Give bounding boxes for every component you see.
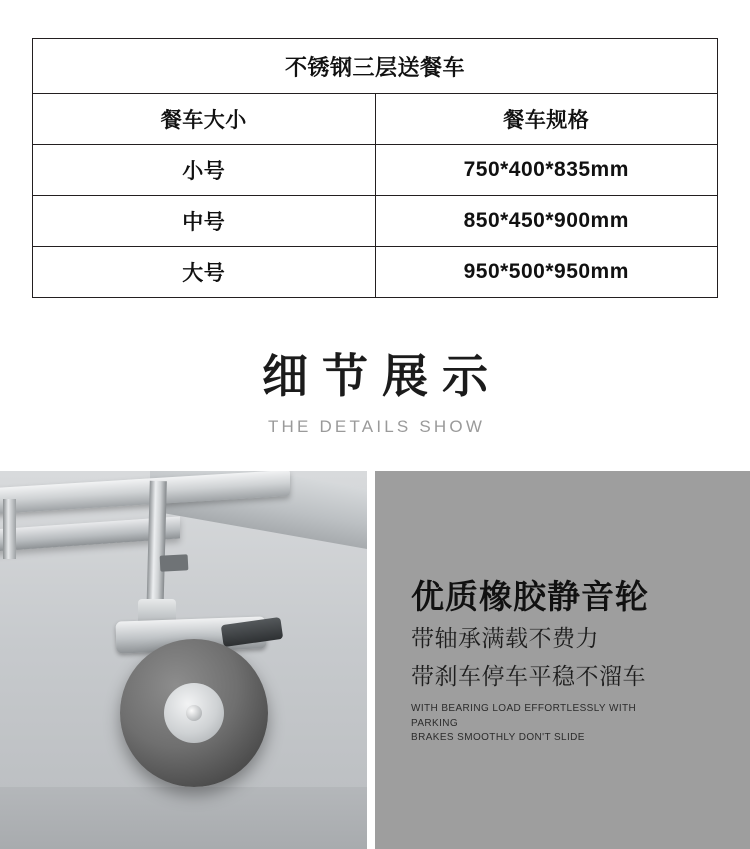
spec-table [32, 38, 718, 298]
cell-spec-large: 950*500*950mm [375, 247, 718, 298]
feature-en-line-1: WITH BEARING LOAD EFFORTLESSLY WITH PARKING [411, 703, 637, 729]
spec-table-section [0, 0, 750, 298]
details-heading [0, 350, 750, 437]
table-row-title [33, 39, 718, 94]
caster-wheel [120, 639, 268, 787]
details-heading-cn: 细节展示 [262, 350, 502, 402]
feature-headline: 优质橡胶静音轮 [411, 577, 649, 615]
header-spec: 餐车规格 [375, 94, 718, 145]
caster-photo-panel [0, 471, 367, 849]
cell-size-small: 小号 [33, 145, 376, 196]
feature-sub-line-1: 带轴承满载不费力 [411, 625, 599, 652]
table-row-header [33, 94, 718, 145]
table-row [33, 196, 718, 247]
table-row [33, 145, 718, 196]
cell-spec-medium: 850*450*900mm [375, 196, 718, 247]
cart-post-left [3, 499, 16, 559]
feature-text-panel [375, 471, 750, 849]
header-size: 餐车大小 [33, 94, 376, 145]
cell-size-medium: 中号 [33, 196, 376, 247]
cart-illustration [0, 471, 367, 849]
photo-floor [0, 787, 367, 849]
details-heading-en: THE DETAILS SHOW [267, 416, 486, 436]
feature-sub-line-2: 带刹车停车平稳不溜车 [411, 663, 646, 690]
detail-panels [0, 471, 750, 849]
cell-size-large: 大号 [33, 247, 376, 298]
table-row [33, 247, 718, 298]
cell-spec-small: 750*400*835mm [375, 145, 718, 196]
feature-en-line-2: BRAKES SMOOTHLY DON'T SLIDE [411, 732, 585, 744]
spec-table-title: 不锈钢三层送餐车 [33, 39, 718, 94]
cart-bracket [160, 554, 189, 571]
caster-wheel-axle [186, 705, 202, 721]
